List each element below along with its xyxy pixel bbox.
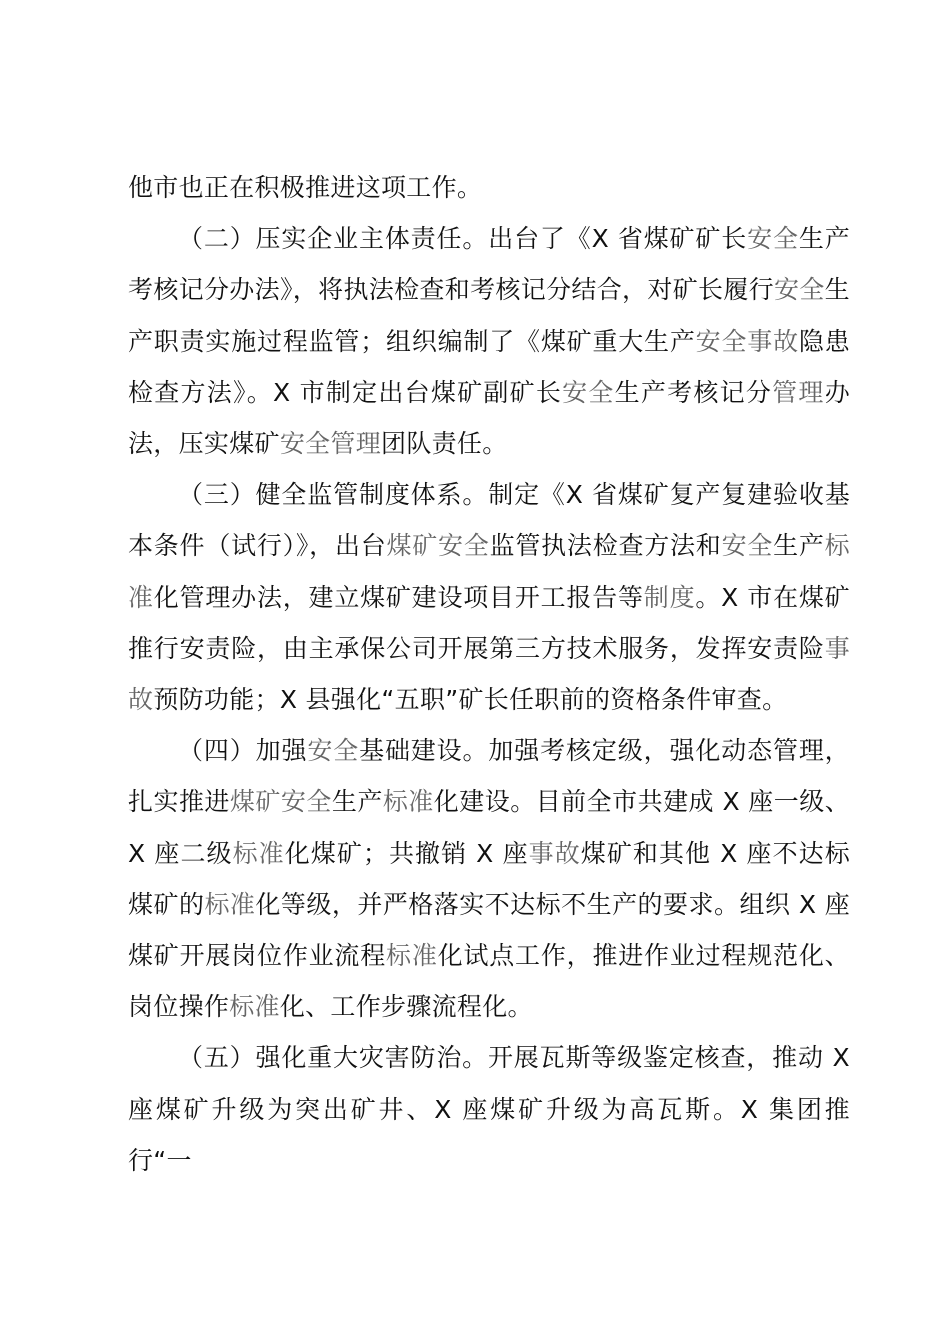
text-run: （二）压实企业主体责任。出台了《X 省煤矿矿长 — [178, 224, 748, 254]
highlighted-term: 煤矿安全 — [386, 531, 490, 561]
document-body — [128, 162, 850, 1186]
text-run: 团队责任。 — [381, 429, 508, 459]
text-run: 。X 市在煤矿推行安责险，由主承保公司开展第三方技术服务，发挥安责险 — [128, 582, 850, 663]
highlighted-term: 事故 — [128, 633, 850, 715]
text-run: 办法，压实煤矿 — [128, 377, 850, 459]
text-run: 化等级，并严格落实不达标不生产的要求。组织 X 座煤矿开展岗位作业流程 — [128, 889, 850, 971]
paragraph — [128, 213, 850, 469]
highlighted-term: 管理 — [772, 377, 825, 407]
highlighted-term: 安全事故 — [695, 326, 799, 356]
highlighted-term: 标准 — [204, 889, 256, 919]
highlighted-term: 标准 — [128, 531, 850, 612]
text-run: 化、工作步骤流程化。 — [279, 992, 533, 1022]
highlighted-term: 安全 — [747, 224, 799, 254]
text-run: 生产考核记分办法》，将执法检查和考核记分结合，对矿长履行 — [128, 224, 850, 305]
highlighted-term: 标准 — [382, 787, 434, 817]
text-run: 他市也正在积极推进这项工作。 — [128, 173, 483, 202]
highlighted-term: 安全 — [562, 377, 615, 407]
text-run: 生产考核记分 — [614, 377, 773, 407]
text-run: 监管执法检查方法和 — [489, 531, 722, 561]
text-run: 化管理办法，建立煤矿建设项目开工报告等 — [153, 582, 644, 612]
highlighted-term: 安全 — [721, 531, 774, 561]
paragraph — [128, 725, 850, 1032]
text-run: 化建设。目前全市共建成 X 座一级、X 座二级 — [128, 787, 851, 868]
text-run: 生产 — [773, 531, 825, 561]
highlighted-term: 煤矿安全 — [229, 787, 332, 817]
highlighted-term: 安全 — [774, 275, 825, 305]
text-run: 生产 — [331, 787, 383, 817]
text-run: 化试点工作，推进作业过程规范化、岗位操作 — [128, 941, 850, 1022]
text-run: 生产职责实施过程监管；组织编制了《煤矿重大生产 — [128, 275, 850, 356]
text-run: 预防功能；X 县强化“五职”矿长任职前的资格条件审查。 — [153, 685, 788, 715]
text-run: 煤矿和其他 X 座不达标煤矿的 — [128, 838, 850, 919]
paragraph — [128, 162, 850, 213]
highlighted-term: 事故 — [528, 838, 581, 868]
highlighted-term: 标准 — [232, 838, 285, 868]
highlighted-term: 标准 — [229, 992, 280, 1022]
text-run: （五）强化重大灾害防治。开展瓦斯等级鉴定核查，推动 X 座煤矿升级为突出矿井、X 座煤矿升级为高瓦斯。X 集团推行“一 — [128, 1043, 850, 1175]
paragraph — [128, 469, 850, 725]
highlighted-term: 安全 — [307, 736, 360, 766]
text-run: 化煤矿；共撤销 X 座 — [284, 838, 529, 868]
text-run: （四）加强 — [178, 736, 308, 766]
paragraph — [128, 1032, 850, 1186]
highlighted-term: 标准 — [386, 941, 438, 971]
highlighted-term: 制度 — [643, 582, 696, 612]
text-run: （三）健全监管制度体系。制定《X 省煤矿复产复建验收基本条件（试行）》，出台 — [128, 480, 850, 561]
highlighted-term: 安全管理 — [279, 429, 382, 459]
text-run: 基础建设。加强考核定级，强化动态管理，扎实推进 — [128, 736, 850, 817]
text-run: 隐患检查方法》。X 市制定出台煤矿副矿长 — [128, 326, 850, 407]
